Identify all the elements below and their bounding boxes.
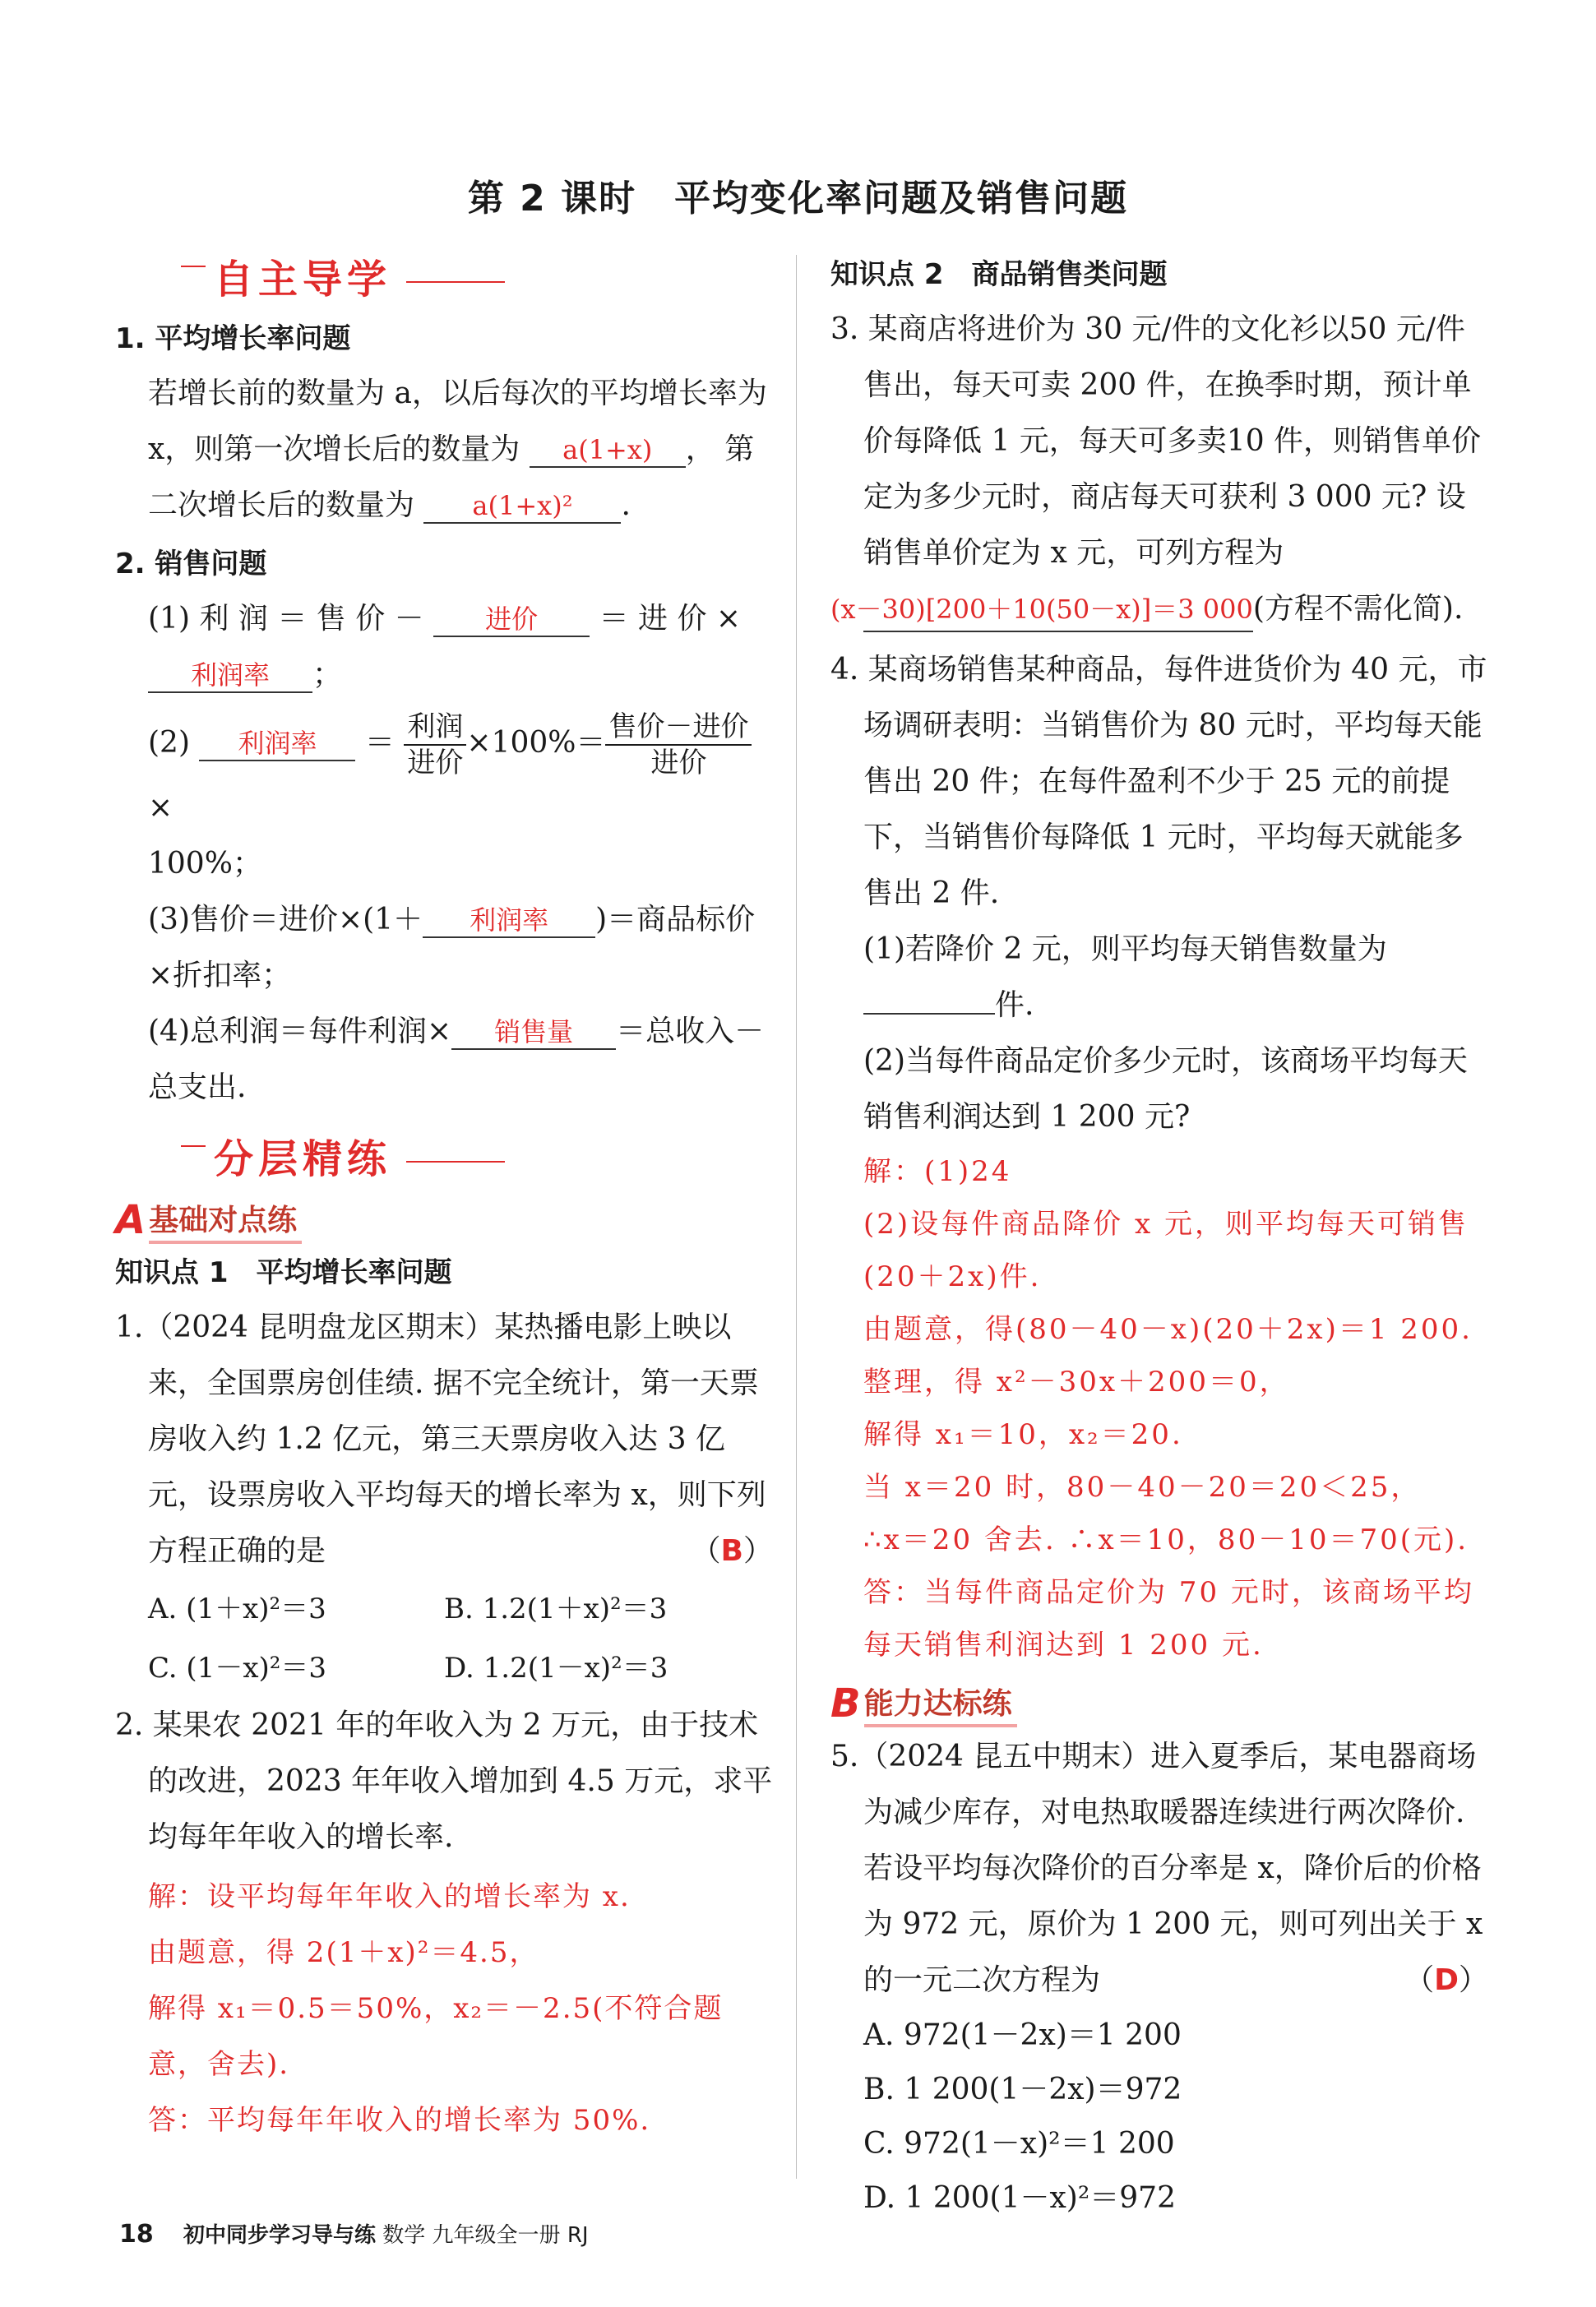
badge-text: 基础对点练 (149, 1197, 302, 1244)
answer-blank: 进价 (433, 603, 590, 637)
item1-text-a: 若增长前的数量为 a，以后每次的平均增长率为 x，则第一次增长后的数量为 (148, 377, 767, 466)
choice-answer: D (1434, 1963, 1459, 1997)
answer-blank (863, 1013, 995, 1015)
formula-text: (2) (148, 726, 190, 760)
page-footer (119, 2218, 589, 2249)
answer-blank: (x－30)[200＋10(50－x)]＝3 000 (863, 588, 1253, 632)
badge-basic-practice (115, 1197, 302, 1243)
option-c: C. (1－x)²＝3 (148, 1652, 327, 1685)
formula-text: (3)售价＝进价×(1＋ (148, 903, 423, 936)
answer-blank: 利润率 (148, 659, 312, 693)
section-heading-practice (115, 1130, 773, 1188)
badge-letter: B (830, 1681, 861, 1727)
question-text: (方程不需化简). (1252, 592, 1464, 626)
question-5 (830, 1729, 1488, 2009)
column-divider (796, 255, 797, 2179)
solution-line: 答：平均每年年收入的增长率为 50%. (148, 2104, 651, 2137)
section-heading-text: 自主导学 (214, 257, 392, 303)
section-heading-text: 分层精练 (214, 1136, 392, 1182)
solution-line: 解得 x₁＝0.5＝50%，x₂＝－2.5(不符合题意，舍去). (148, 1992, 724, 2081)
left-column (115, 251, 773, 2148)
formula-text: ×100%＝ (466, 726, 606, 760)
fraction-profit-cost (404, 710, 466, 780)
heading-decoration (181, 1145, 206, 1147)
question-2: 2. 某果农 2021 年的年收入为 2 万元，由于技术的改进，2023 年年收入增加到 4.5 万元，求平均每年年收入的增长率. (115, 1708, 773, 1854)
badge-letter: A (115, 1197, 146, 1243)
heading-rule (406, 1161, 505, 1163)
heading-rule (406, 281, 505, 283)
solution-line: 当 x＝20 时，80－40－20＝20＜25， (863, 1471, 1422, 1504)
question-4: 4. 某商场销售某种商品，每件进货价为 40 元，市场调研表明：当销售价为 80 元时，平均每天能售出 20 件；在每件盈利不少于 25 元的前提下，当销售价每降低 1 元时，平均每天就能多售出 2 件. (830, 653, 1487, 910)
solution-line: 由题意，得 2(1＋x)²＝4.5， (148, 1936, 539, 1969)
question-3 (830, 302, 1488, 637)
question-text: (1)若降价 2 元，则平均每天销售数量为 (863, 932, 1387, 966)
fraction-numerator: 利润 (404, 710, 466, 746)
formula-text: (4)总利润＝每件利润× (148, 1015, 452, 1048)
solution-line: ∴x＝20 舍去. ∴x＝10，80－10＝70(元). (863, 1523, 1469, 1556)
option-a: A. (1＋x)²＝3 (148, 1593, 326, 1625)
section-heading-self-study (115, 251, 773, 308)
question-4-part-2: (2)当每件商品定价多少元时，该商场平均每天销售利润达到 1 200 元? (863, 1044, 1468, 1134)
solution-line: 解：设平均每年年收入的增长率为 x. (148, 1880, 631, 1913)
solution-line: 由题意，得(80－40－x)(20＋2x)＝1 200. (863, 1313, 1473, 1346)
formula-text: 100%； (148, 847, 262, 881)
question-5-options (830, 2009, 1488, 2226)
solution-line: (2)设每件商品降价 x 元，则平均每天可销售(20＋2x)件. (863, 1208, 1469, 1293)
sales-formula-4 (115, 1004, 773, 1116)
fraction-denominator: 进价 (407, 747, 464, 779)
option-a: A. 972(1－2x)＝1 200 (863, 2018, 1182, 2052)
fraction-denominator: 进价 (650, 747, 707, 779)
knowledge-point-1: 知识点 1 平均增长率问题 (115, 1256, 452, 1289)
knowledge-point-2: 知识点 2 商品销售类问题 (830, 258, 1168, 291)
item1-text-b: 第二次增长后的数量为 (148, 432, 755, 522)
answer-blank: 销售量 (451, 1015, 616, 1050)
sales-formula-2 (115, 710, 773, 892)
solution-line: 答：当每件商品定价为 70 元时，该商场平均每天销售利润达到 1 200 元. (863, 1576, 1474, 1662)
item1-title: 1. 平均增长率问题 (115, 322, 351, 355)
book-title: 初中同步学习导与练 (183, 2223, 377, 2248)
option-d: D. 1 200(1－x)²＝972 (863, 2181, 1176, 2215)
sales-formula-1: (1) 利 润 ＝ 售 价 － 进价 ＝ 进 价 × 利润率 ； (148, 602, 742, 691)
question-1 (115, 1300, 773, 1579)
solution-line: 整理，得 x²－30x＋200＝0， (863, 1366, 1290, 1399)
badge-text: 能力达标练 (864, 1681, 1017, 1727)
book-subject: 数学 九年级全一册 RJ (382, 2223, 589, 2248)
answer-bracket: （B） (691, 1534, 773, 1568)
formula-text: ＝ 进 价 × (599, 602, 742, 636)
question-1-options (115, 1579, 773, 1698)
formula-text: × (148, 791, 173, 825)
fraction-numerator: 售价－进价 (605, 710, 752, 746)
option-b: B. 1 200(1－2x)＝972 (863, 2073, 1182, 2106)
choice-answer: B (720, 1534, 743, 1568)
option-b: B. 1.2(1＋x)²＝3 (444, 1593, 668, 1625)
solution-line: 解得 x₁＝10，x₂＝20. (863, 1418, 1183, 1451)
question-text: 5.（2024 昆五中期末）进入夏季后，某电器商场为减少库存，对电热取暖器连续进行两次降价. 若设平均每次降价的百分率是 x，降价后的价格为 972 元，原价为 1 200 元，则可列出关于 x 的一元二次方程为 (830, 1740, 1483, 1997)
question-4-part-1 (830, 922, 1488, 1033)
formula-text: )＝商品标价×折扣率； (148, 903, 756, 992)
formula-text: ＝ (364, 726, 395, 760)
item2-title: 2. 销售问题 (115, 548, 267, 580)
formula-text: ＝总收入－总支出. (148, 1015, 765, 1104)
page-number: 18 (119, 2220, 154, 2249)
answer-blank: 利润率 (199, 727, 355, 761)
badge-ability-practice (830, 1681, 1017, 1727)
question-text: 1.（2024 昆明盘龙区期末）某热播电影上映以来，全国票房创佳绩. 据不完全统计，第一天票房收入约 1.2 亿元，第三天票房收入达 3 亿元，设票房收入平均每天的增长率为 x，则下列方程正确的是 (115, 1311, 766, 1568)
page-title: 第 2 课时 平均变化率问题及销售问题 (467, 178, 1129, 220)
answer-blank: 利润率 (423, 904, 595, 938)
option-c: C. 972(1－x)²＝1 200 (863, 2127, 1175, 2161)
answer-blank: a(1+x) (530, 433, 686, 468)
heading-decoration (181, 266, 206, 267)
answer-blank: a(1+x)² (423, 489, 621, 524)
solution-line: 解：(1)24 (863, 1155, 1012, 1188)
answer-bracket: （D） (1404, 1963, 1488, 1997)
question-4-solution (830, 1145, 1488, 1671)
right-column (830, 251, 1488, 2226)
question-text: 件. (995, 988, 1034, 1022)
formula-text: (1) 利 润 ＝ 售 价 － (148, 602, 424, 636)
option-d: D. 1.2(1－x)²＝3 (444, 1652, 668, 1685)
fraction-margin (605, 710, 752, 780)
item1-text: 若增长前的数量为 a，以后每次的平均增长率为 x，则第一次增长后的数量为 a(1+x) ， 第二次增长后的数量为 a(1+x)² . (148, 377, 767, 522)
sales-formula-3 (115, 892, 773, 1004)
question-text: 3. 某商店将进价为 30 元/件的文化衫以50 元/件售出，每天可卖 200 件，在换季时期，预计单价每降低 1 元，每天可多卖10 件，则销售单价定为多少元时，商店每天可获利 3 000 元? 设销售单价定为 x 元，可列方程为 (830, 312, 1482, 570)
